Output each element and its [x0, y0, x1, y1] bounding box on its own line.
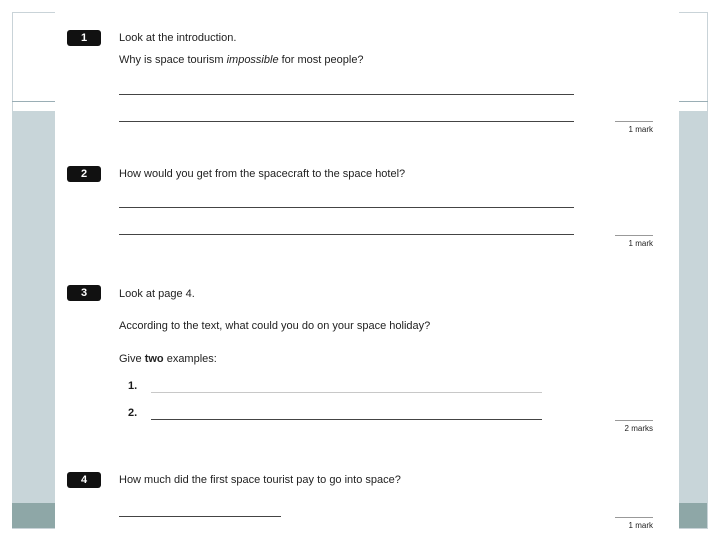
question-prompt: According to the text, what could you do on your space holiday? — [119, 320, 431, 332]
left-side-band — [12, 111, 55, 503]
mark-label: 1 mark — [615, 235, 653, 248]
example-label: 1. — [128, 380, 138, 392]
right-footer-block — [679, 503, 707, 528]
question-intro: Look at the introduction. — [119, 32, 237, 44]
mark-label: 1 mark — [615, 121, 653, 134]
question-prompt — [119, 54, 364, 66]
left-footer-block — [12, 503, 55, 528]
answer-line[interactable] — [119, 121, 574, 122]
question-intro: Look at page 4. — [119, 288, 195, 300]
right-side-band — [679, 111, 707, 503]
question-number-badge: 1 — [67, 30, 101, 46]
answer-line[interactable] — [119, 234, 574, 235]
answer-line[interactable] — [119, 207, 574, 208]
answer-line[interactable] — [119, 94, 574, 95]
mark-label: 1 mark — [615, 517, 653, 530]
question-prompt: How would you get from the spacecraft to the space hotel? — [119, 168, 406, 180]
question-prompt: How much did the first space tourist pay to go into space? — [119, 474, 401, 486]
prompt-text: Why is space tourism — [119, 54, 227, 66]
prompt-text: for most people? — [278, 54, 364, 66]
example-answer-line[interactable] — [151, 419, 542, 420]
question-number-badge: 4 — [67, 472, 101, 488]
instruction-text: Give — [119, 353, 145, 365]
question-number-badge: 3 — [67, 285, 101, 301]
prompt-emphasis: impossible — [226, 54, 279, 66]
mark-label: 2 marks — [615, 420, 653, 433]
worksheet-page — [55, 0, 679, 540]
instruction-text: examples: — [163, 353, 217, 365]
example-label: 2. — [128, 407, 138, 419]
answer-line[interactable] — [119, 516, 281, 517]
example-answer-line[interactable] — [151, 392, 542, 393]
question-number-badge: 2 — [67, 166, 101, 182]
question-instruction — [119, 353, 217, 365]
frame-right-line — [707, 12, 708, 528]
instruction-emphasis: two — [144, 353, 164, 365]
